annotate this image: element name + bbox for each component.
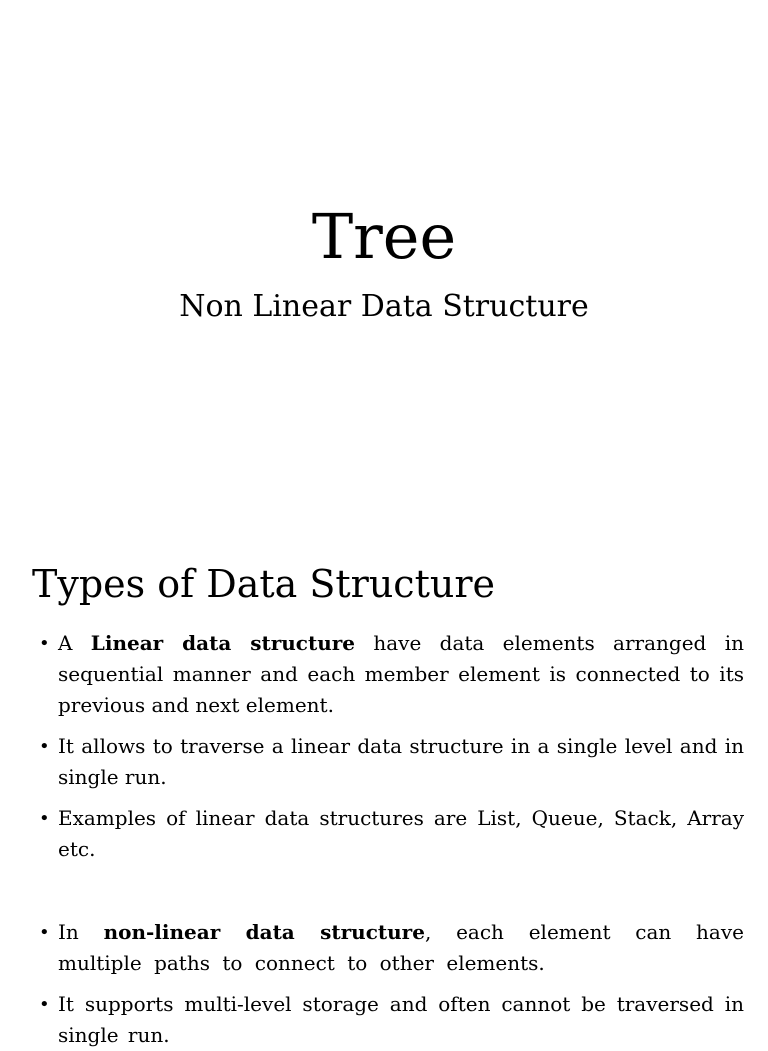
slide-subtitle: Non Linear Data Structure <box>179 289 589 324</box>
bullet-icon: • <box>39 922 50 943</box>
bold-term: non-linear data structure <box>103 920 425 944</box>
bullet-text: Examples of linear data structures are List, Queue, Stack, Array etc. <box>58 806 744 861</box>
slide-title: Tree <box>311 200 457 273</box>
bullet-text: In non-linear data structure, each element can have multiple paths to connect to other elements. <box>58 920 744 975</box>
list-item <box>39 731 744 793</box>
list-item <box>39 989 744 1051</box>
section-heading: Types of Data Structure <box>32 562 495 606</box>
content-slide <box>0 540 768 1047</box>
list-item <box>39 917 744 979</box>
bullet-icon: • <box>39 994 50 1015</box>
bullet-text: It allows to traverse a linear data structure in a single level and in single run. <box>58 734 744 789</box>
list-item <box>39 803 744 865</box>
list-item <box>39 628 744 721</box>
bullet-text: A Linear data structure have data elements arranged in sequential manner and each member element is connected to its previous and next element. <box>58 631 744 717</box>
bullet-icon: • <box>39 633 50 654</box>
bullet-text: It supports multi-level storage and often cannot be traversed in single run. <box>58 992 744 1047</box>
bullet-list <box>0 628 768 1051</box>
bullet-icon: • <box>39 808 50 829</box>
bold-term: Linear data structure <box>90 631 356 655</box>
bullet-icon: • <box>39 736 50 757</box>
